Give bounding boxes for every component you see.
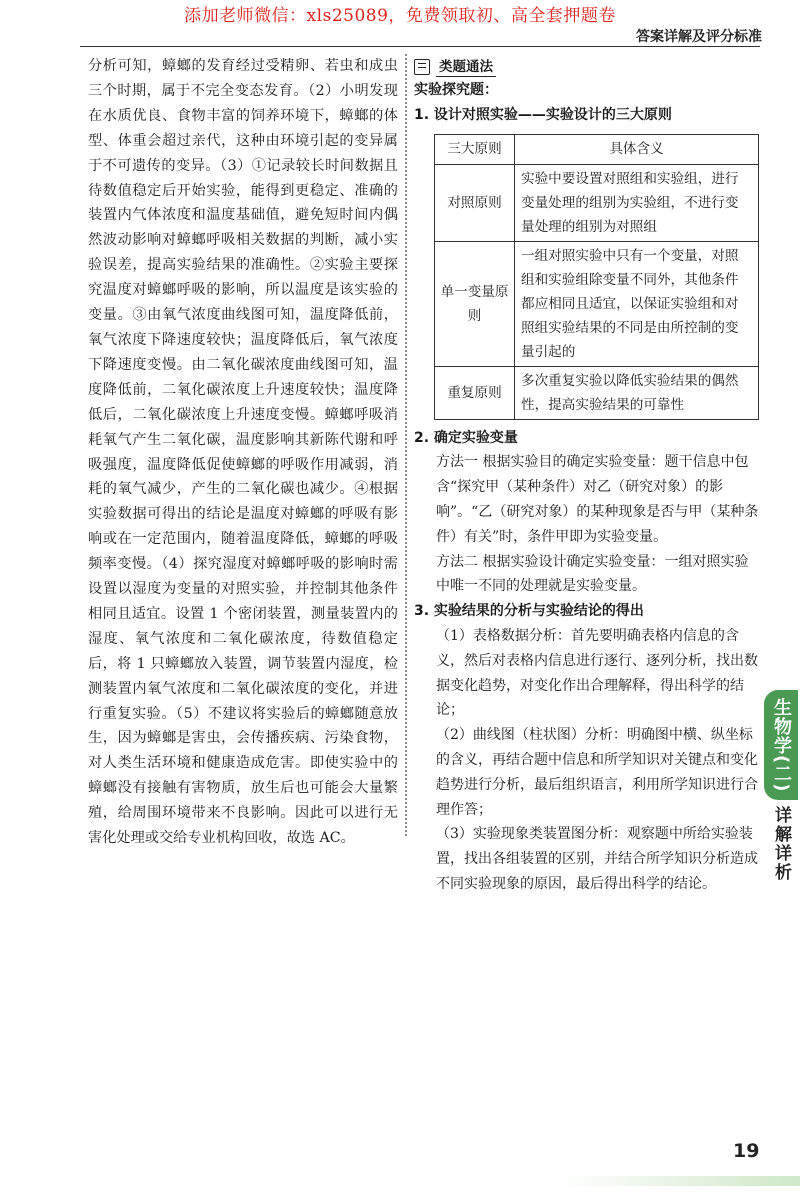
answer-explanation-text: 分析可知，蟑螂的发育经过受精卵、若虫和成虫三个时期，属于不完全变态发育。（2）小明发现在水质优良、食物丰富的饲养环境下，蟑螂的体型、体重会超过亲代，这种由环境引起的变异属于不可遗传的变异。（3）①记录较长时间数据且待数值稳定后开始实验，能得到更稳定、准确的装置内气体浓度和温度基础值，避免短时间内偶然波动影响对蟑螂呼吸相关数据的判断，减小实验误差，提高实验结果的准确性。②实验主要探究温度对蟑螂呼吸的影响，所以温度是该实验的变量。③由氧气浓度曲线图可知，温度降低前，氧气浓度下降速度较快；温度降低后，氧气浓度下降速度变慢。由二氧化碳浓度曲线图可知，温度降低前，二氧化碳浓度上升速度较快；温度降低后，二氧化碳浓度上升速度变慢。蟑螂呼吸消耗氧气产生二氧化碳，温度影响其新陈代谢和呼吸强度，温度降低促使蟑螂的呼吸作用减弱，消耗的氧气减少，产生的二氧化碳也减少。④根据实验数据可得出的结论是温度对蟑螂的呼吸有影响或在一定范围内，随着温度降低，蟑螂的呼吸频率变慢。（4）探究湿度对蟑螂呼吸的影响时需设置以湿度为变量的对照实验，并控制其他条件相同且适宜。设置 1 个密闭装置，测量装置内的湿度、氧气浓度和二氧化碳浓度，待数值稳定后，将 1 只蟑螂放入装置，调节装置内湿度，检测装置内氧气浓度和二氧化碳浓度的变化，并进行重复实验。（5）不建议将实验后的蟑螂随意放生，因为蟑螂是害虫，会传播疾病、污染食物，对人类生活环境和健康造成危害。即使实验中的蟑螂没有接触有害物质，放生后也可能会大量繁殖，给周围环境带来不良影响。因此可以进行无害化处理或交给专业机构回收，故选 AC。 xyxy=(88,58,398,847)
table-row xyxy=(435,241,759,366)
item-3-point-3: （3）实验现象类装置图分析：观察题中所给实验装置，找出各组装置的区别，并结合所学知识分析造成不同实验现象的原因，最后得出科学的结论。 xyxy=(436,826,758,892)
item-2-method-2: 方法二 根据实验设计确定实验变量：一组对照实验中唯一不同的处理就是实验变量。 xyxy=(436,553,749,595)
item-3-title: 3. 实验结果的分析与实验结论的得出 xyxy=(414,603,644,620)
left-column xyxy=(88,54,398,851)
note-icon xyxy=(414,59,430,75)
item-2-method-1: 方法一 根据实验目的确定实验变量：题干信息中包含“探究甲（某种条件）对乙（研究对象）的影响”。“乙（研究对象）的某种现象是否与甲（某种条件）有关”时，条件甲即为实验变量。 xyxy=(436,454,759,545)
item-2-title: 2. 确定实验变量 xyxy=(414,429,518,446)
table-header-cell: 具体含义 xyxy=(515,134,759,164)
table-row xyxy=(435,366,759,419)
table-header-cell: 三大原则 xyxy=(435,134,515,164)
column-divider xyxy=(405,54,407,836)
principle-name: 单一变量原则 xyxy=(435,241,515,366)
table-row xyxy=(435,164,759,241)
item-3-point-1: （1）表格数据分析：首先要明确表格内信息的含义，然后对表格内信息进行逐行、逐列分析，找出数据变化趋势，对变化作出合理解释，得出科学的结论； xyxy=(436,627,758,719)
principle-meaning: 多次重复实验以降低实验结果的偶然性，提高实验结果的可靠性 xyxy=(515,366,759,419)
principle-name: 重复原则 xyxy=(435,366,515,419)
method-tag-label: 类题通法 xyxy=(436,58,496,77)
principle-name: 对照原则 xyxy=(435,164,515,241)
principle-meaning: 一组对照实验中只有一个变量，对照组和实验组除变量不同外，其他条件都应相同且适宜，以保证实验组和对照组实验结果的不同是由所控制的变量引起的 xyxy=(515,241,759,366)
item-1-title: 1. 设计对照实验——实验设计的三大原则 xyxy=(414,106,672,123)
section-heading: 实验探究题： xyxy=(414,82,498,98)
item-3-point-2: （2）曲线图（柱状图）分析：明确图中横、纵坐标的含义，再结合题中信息和所学知识对关键点和变化趋势进行分析，最后组织语言，利用所学知识进行合理作答； xyxy=(436,727,758,818)
subject-side-tab: 生物学(二) xyxy=(764,690,798,800)
header-title: 答案详解及评分标准 xyxy=(636,29,762,45)
header-divider xyxy=(80,46,760,47)
decorative-bottom-bar xyxy=(560,1176,800,1186)
page-number: 19 xyxy=(733,1140,760,1162)
principle-meaning: 实验中要设置对照组和实验组，进行变量处理的组别为实验组，不进行变量处理的组别为对照组 xyxy=(515,164,759,241)
table-header-row xyxy=(435,134,759,164)
watermark-banner: 添加老师微信：xls25089，免费领取初、高全套押题卷 xyxy=(184,6,616,26)
method-tag xyxy=(414,56,759,78)
principles-table xyxy=(434,134,759,420)
side-label: 详解详析 xyxy=(771,806,791,882)
right-column xyxy=(414,54,759,897)
